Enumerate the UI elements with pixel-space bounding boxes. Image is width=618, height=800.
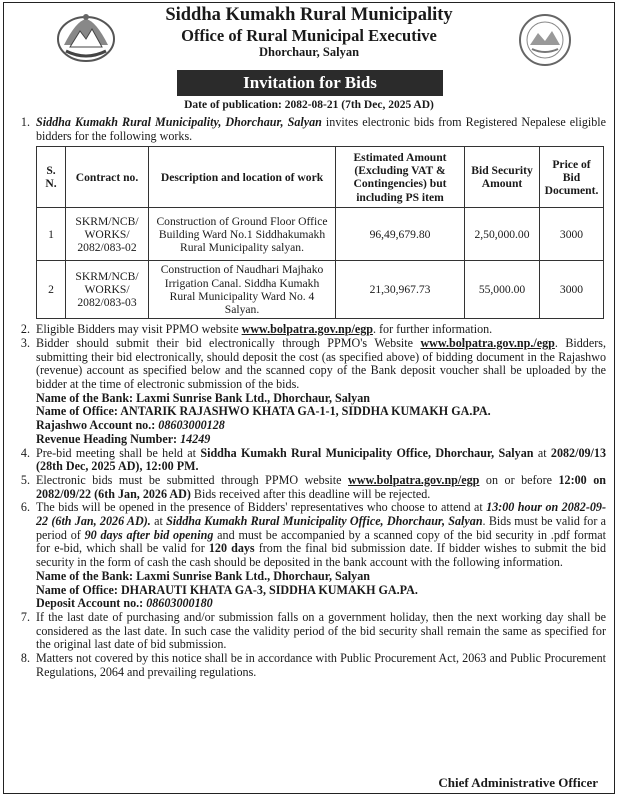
- bank-info-1: Name of the Bank: Laxmi Sunrise Bank Ltd., Dhorchaur, Salyan Name of Office: ANTARIK RAJASHWO KHATA GA-1-1, SIDDHA KUMAKH GA.PA. Rajashwo Account no.: 08603000128 Revenue Heading Number: 14249: [36, 390, 491, 446]
- office-name: Office of Rural Municipal Executive: [181, 26, 437, 45]
- notice-body: [14, 116, 606, 680]
- ppmo-link[interactable]: www.bolpatra.gov.np/egp: [241, 322, 373, 337]
- col-bid-security: Bid Security Amount: [465, 147, 540, 208]
- clause-7: 7. If the last date of purchasing and/or submission falls on a government holiday, then the next working day shall be considered as the last date. In such case the validity period of the bid security shall remain the same as specified for the original last date of bid submission.: [20, 609, 606, 652]
- col-description: Description and location of work: [149, 147, 336, 208]
- bids-table: [36, 146, 604, 319]
- header: [4, 3, 614, 69]
- clause-1: 1. Siddha Kumakh Rural Municipality, Dhorchaur, Salyan invites electronic bids from Registered Nepalese eligible bidders for the following works.: [20, 115, 606, 143]
- clause-3: 3. Bidder should submit their bid electronically through PPMO's Website www.bolpatra.gov.np./egp. Bidders, submitting their bid electronically, should deposit the cost (as specified above) of bidding document in the Rajashwo (revenue) account as specified below and the scanned copy of the Bank deposit voucher shall be uploaded by the bidder at the time of electronic submission of the bids.: [20, 335, 606, 392]
- clause-2: 2. Eligible Bidders may visit PPMO website www.bolpatra.gov.np/egp. for further information.: [20, 322, 493, 337]
- clause-6: 6. The bids will be opened in the presence of Bidders' representatives who choose to attend at 13:00 hour on 2082-09-22 (6th Jan, 2026 AD). at Siddha Kumakh Rural Municipality Office, Dhorchaur, Salyan. Bids must be valid for a period of 90 days after bid opening and must be accompanied by a scanned copy of the bid security in .pdf format for e-bid, which shall be valid for 120 days from the final bid submission date. If bidder wishes to submit the bid security in the form of cash the cash should be deposited in the bank account with the following information.: [20, 500, 606, 570]
- col-estimated-amount: Estimated Amount (Excluding VAT & Contingencies) but including PS item: [336, 147, 465, 208]
- signature-title: Chief Administrative Officer: [438, 775, 598, 790]
- clause-8: 8. Matters not covered by this notice shall be in accordance with Public Procurement Act, 2063 and Public Procurement Regulations, 2064 and prevailing regulations.: [20, 651, 606, 679]
- office-address: Dhorchaur, Salyan: [258, 45, 360, 59]
- table-row: 1 SKRM/NCB/ WORKS/ 2082/083-02 Construction of Ground Floor Office Building Ward No.1 Siddhakumakh Rural Municipality salyan. 96,49,679.80 2,50,000.00 3000: [37, 208, 604, 261]
- ppmo-link[interactable]: www.bolpatra.gov.np/egp: [348, 472, 480, 487]
- col-sn: S. N.: [37, 147, 66, 208]
- ppmo-link[interactable]: www.bolpatra.gov.np./egp: [420, 335, 555, 350]
- table-header-row: [37, 147, 604, 208]
- clause-5: 5. Electronic bids must be submitted through PPMO website www.bolpatra.gov.np/egp on or before 12:00 on 2082/09/22 (6th Jan, 2026 AD) Bids received after this deadline will be rejected.: [20, 472, 606, 501]
- publication-date: Date of publication: 2082-08-21 (7th Dec, 2025 AD): [184, 99, 434, 111]
- notice-title: Invitation for Bids: [177, 70, 443, 96]
- col-contract: Contract no.: [66, 147, 149, 208]
- clause-4: 4. Pre-bid meeting shall be held at Siddha Kumakh Rural Municipality Office, Dhorchaur, Salyan at 2082/09/13 (28th Dec, 2025 AD), 12:00 PM.: [20, 445, 607, 474]
- municipality-name: Siddha Kumakh Rural Municipality: [165, 5, 453, 25]
- bank-info-2: Name of the Bank: Laxmi Sunrise Bank Ltd., Dhorchaur, Salyan Name of Office: DHARAUTI KHATA GA-3, SIDDHA KUMAKH GA.PA. Deposit Account no.: 08603000180: [36, 568, 418, 611]
- notice-page: [3, 2, 615, 794]
- col-price: Price of Bid Document.: [540, 147, 604, 208]
- table-row: 2 SKRM/NCB/ WORKS/ 2082/083-03 Construction of Naudhari Majhako Irrigation Canal. Siddha Kumakh Rural Municipality Ward No. 4 Salyan. 21,30,967.73 55,000.00 3000: [37, 261, 604, 319]
